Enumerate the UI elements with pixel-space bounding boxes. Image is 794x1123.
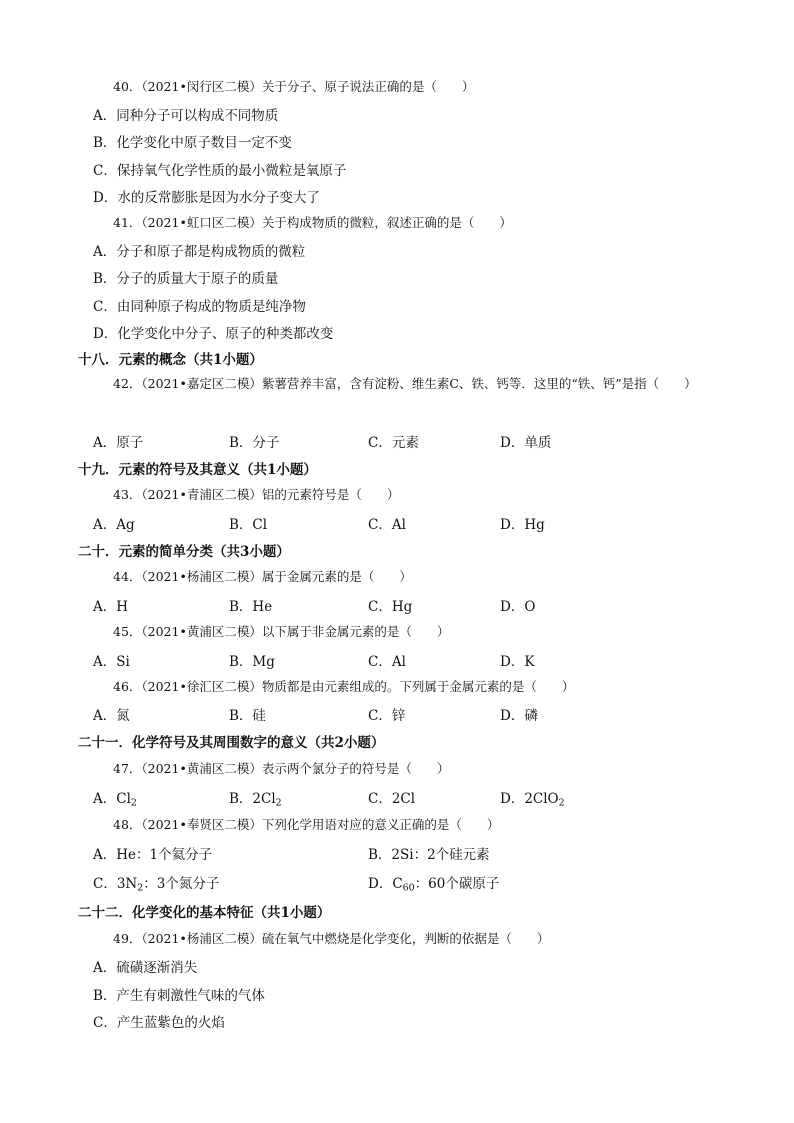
subscript: 2	[130, 797, 137, 809]
q43-option-b: B．Cl	[229, 517, 268, 533]
q44-option-d: D．O	[500, 599, 536, 615]
section-heading-20: 二十．元素的简单分类（共3小题）	[78, 544, 290, 560]
option-text: B．2Si：2个硅元素	[368, 847, 490, 863]
section-heading-19: 十九．元素的符号及其意义（共1小题）	[78, 462, 317, 478]
q40-option-a: A．同种分子可以构成不同物质	[93, 108, 279, 124]
question-45-stem: 45．（2021•黄浦区二模）以下属于非金属元素的是（ ）	[113, 624, 450, 639]
question-47-stem: 47．（2021•黄浦区二模）表示两个氯分子的符号是（ ）	[113, 761, 450, 776]
q45-option-a: A．Si	[93, 654, 130, 670]
question-44-stem: 44．（2021•杨浦区二模）属于金属元素的是（ ）	[113, 569, 412, 584]
option-text: C．2Cl	[368, 791, 416, 807]
section-heading-18: 十八．元素的概念（共1小题）	[78, 352, 263, 368]
q45-option-c: C．Al	[368, 654, 406, 670]
q46-option-b: B．硅	[229, 708, 266, 724]
q41-option-d: D．化学变化中分子、原子的种类都改变	[93, 326, 334, 342]
question-43-stem: 43．（2021•青浦区二模）铝的元素符号是（ ）	[113, 487, 400, 502]
q43-option-c: C．Al	[368, 517, 406, 533]
q46-option-d: D．磷	[500, 708, 538, 724]
q41-option-b: B．分子的质量大于原子的质量	[93, 271, 279, 287]
section-heading-21: 二十一．化学符号及其周围数字的意义（共2小题）	[78, 735, 385, 751]
q42-option-a: A．原子	[93, 435, 144, 451]
option-text: ：60个碳原子	[414, 876, 500, 892]
q49-option-c: C．产生蓝紫色的火焰	[93, 1015, 225, 1031]
subscript: 2	[137, 882, 144, 894]
question-40-stem: 40．（2021•闵行区二模）关于分子、原子说法正确的是（ ）	[113, 79, 475, 94]
q47-option-b	[229, 787, 282, 807]
q48-option-c	[93, 872, 219, 892]
q45-option-d: D．K	[500, 654, 535, 670]
q41-option-c: C．由同种原子构成的物质是纯净物	[93, 299, 306, 315]
q47-option-c	[368, 787, 415, 807]
q44-option-b: B．He	[229, 599, 273, 615]
question-42-stem: 42．（2021•嘉定区二模）紫薯营养丰富，含有淀粉、维生素C、铁、钙等．这里的“铁、钙”是指（ ）	[113, 376, 697, 391]
q46-option-c: C．锌	[368, 708, 406, 724]
option-text: A．He：1个氦分子	[93, 847, 213, 863]
option-text: D．2ClO	[500, 791, 559, 807]
q40-option-b: B．化学变化中原子数目一定不变	[93, 135, 292, 151]
subscript: 60	[402, 882, 415, 894]
option-text: D．C	[368, 876, 403, 892]
question-41-stem: 41．（2021•虹口区二模）关于构成物质的微粒，叙述正确的是（ ）	[113, 215, 512, 230]
option-text: B．2Cl	[229, 791, 276, 807]
q42-option-b: B．分子	[229, 435, 280, 451]
q42-option-d: D．单质	[500, 435, 552, 451]
q44-option-a: A．H	[93, 599, 129, 615]
q44-option-c: C．Hg	[368, 599, 413, 615]
subscript: 2	[558, 797, 565, 809]
q48-option-a	[93, 843, 212, 863]
subscript: 2	[275, 797, 282, 809]
q49-option-b: B．产生有刺激性气味的气体	[93, 988, 265, 1004]
q46-option-a: A．氮	[93, 708, 130, 724]
option-text: A．Cl	[93, 791, 131, 807]
question-46-stem: 46．（2021•徐汇区二模）物质都是由元素组成的。下列属于金属元素的是（ ）	[113, 679, 575, 694]
q41-option-a: A．分子和原子都是构成物质的微粒	[93, 244, 306, 260]
q40-option-d: D．水的反常膨胀是因为水分子变大了	[93, 190, 320, 206]
q47-option-a	[93, 787, 137, 807]
q45-option-b: B．Mg	[229, 654, 275, 670]
question-48-stem: 48．（2021•奉贤区二模）下列化学用语对应的意义正确的是（ ）	[113, 817, 500, 832]
q43-option-d: D．Hg	[500, 517, 545, 533]
q42-option-c: C．元素	[368, 435, 419, 451]
q47-option-d	[500, 787, 565, 807]
section-heading-22: 二十二．化学变化的基本特征（共1小题）	[78, 905, 331, 921]
question-49-stem: 49．（2021•杨浦区二模）硫在氧气中燃烧是化学变化，判断的依据是（ ）	[113, 931, 550, 946]
q49-option-a: A．硫磺逐渐消失	[93, 960, 198, 976]
q43-option-a: A．Ag	[93, 517, 135, 533]
q48-option-d	[368, 872, 499, 892]
option-text: ：3个氮分子	[143, 876, 220, 892]
q40-option-c: C．保持氧气化学性质的最小微粒是氧原子	[93, 163, 347, 179]
q48-option-b	[368, 843, 490, 863]
option-text: C．3N	[93, 876, 138, 892]
